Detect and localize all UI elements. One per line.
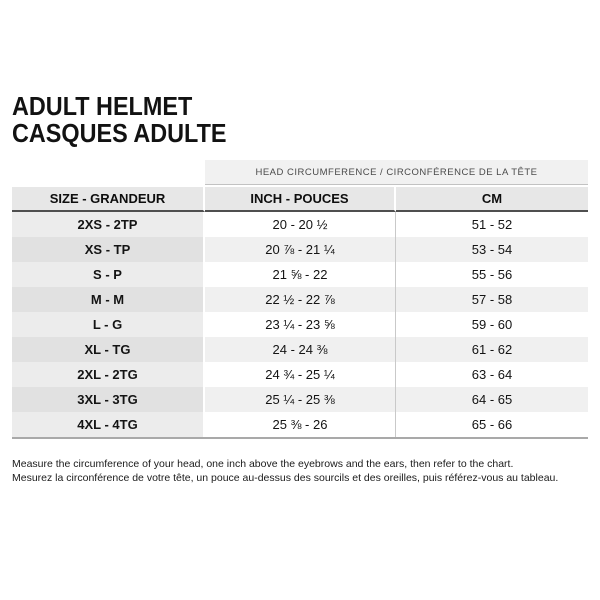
size-cell: L - G (12, 312, 205, 337)
cm-cell: 65 - 66 (396, 412, 588, 437)
column-header-size: SIZE - GRANDEUR (12, 187, 205, 212)
size-chart (12, 160, 588, 439)
measurement-note-english: Measure the circumference of your head, one inch above the eyebrows and the ears, then refer to the chart. (12, 458, 514, 470)
size-cell: M - M (12, 287, 205, 312)
table-row (12, 312, 588, 337)
inch-cell: 20 - 20 ½ (205, 212, 396, 237)
inch-cell: 25 ⅜ - 26 (205, 412, 396, 437)
inch-cell: 22 ½ - 22 ⅞ (205, 287, 396, 312)
cm-cell: 59 - 60 (396, 312, 588, 337)
cm-cell: 55 - 56 (396, 262, 588, 287)
inch-cell: 21 ⅝ - 22 (205, 262, 396, 287)
inch-cell: 25 ¼ - 25 ⅜ (205, 387, 396, 412)
inch-cell: 24 - 24 ⅜ (205, 337, 396, 362)
size-cell: XL - TG (12, 337, 205, 362)
size-cell: 2XS - 2TP (12, 212, 205, 237)
cm-cell: 51 - 52 (396, 212, 588, 237)
size-cell: S - P (12, 262, 205, 287)
cm-cell: 53 - 54 (396, 237, 588, 262)
measurement-notes (12, 458, 588, 485)
size-cell: 4XL - 4TG (12, 412, 205, 437)
table-row (12, 387, 588, 412)
page-title (12, 0, 588, 147)
inch-cell: 20 ⅞ - 21 ¼ (205, 237, 396, 262)
cm-cell: 61 - 62 (396, 337, 588, 362)
table-row (12, 337, 588, 362)
banner-spacer (12, 160, 205, 185)
cm-cell: 63 - 64 (396, 362, 588, 387)
table-row (12, 262, 588, 287)
table-row (12, 212, 588, 237)
table-row (12, 362, 588, 387)
size-cell: 3XL - 3TG (12, 387, 205, 412)
banner-row (12, 160, 588, 185)
size-cell: 2XL - 2TG (12, 362, 205, 387)
cm-cell: 57 - 58 (396, 287, 588, 312)
head-circumference-banner: HEAD CIRCUMFERENCE / CIRCONFÉRENCE DE LA TÊTE (205, 160, 588, 185)
size-cell: XS - TP (12, 237, 205, 262)
inch-cell: 24 ¾ - 25 ¼ (205, 362, 396, 387)
inch-cell: 23 ¼ - 23 ⅝ (205, 312, 396, 337)
cm-cell: 64 - 65 (396, 387, 588, 412)
table-row (12, 287, 588, 312)
page-title-french: CASQUES ADULTE (12, 118, 227, 148)
column-header-inch: INCH - POUCES (205, 187, 396, 212)
column-header-cm: CM (396, 187, 588, 212)
table-row (12, 412, 588, 437)
size-table (12, 187, 588, 439)
page-title-english: ADULT HELMET (12, 91, 193, 121)
measurement-note-french: Mesurez la circonférence de votre tête, un pouce au-dessus des sourcils et des oreilles, puis référez-vous au tableau. (12, 471, 559, 484)
table-header-row (12, 187, 588, 212)
table-row (12, 237, 588, 262)
